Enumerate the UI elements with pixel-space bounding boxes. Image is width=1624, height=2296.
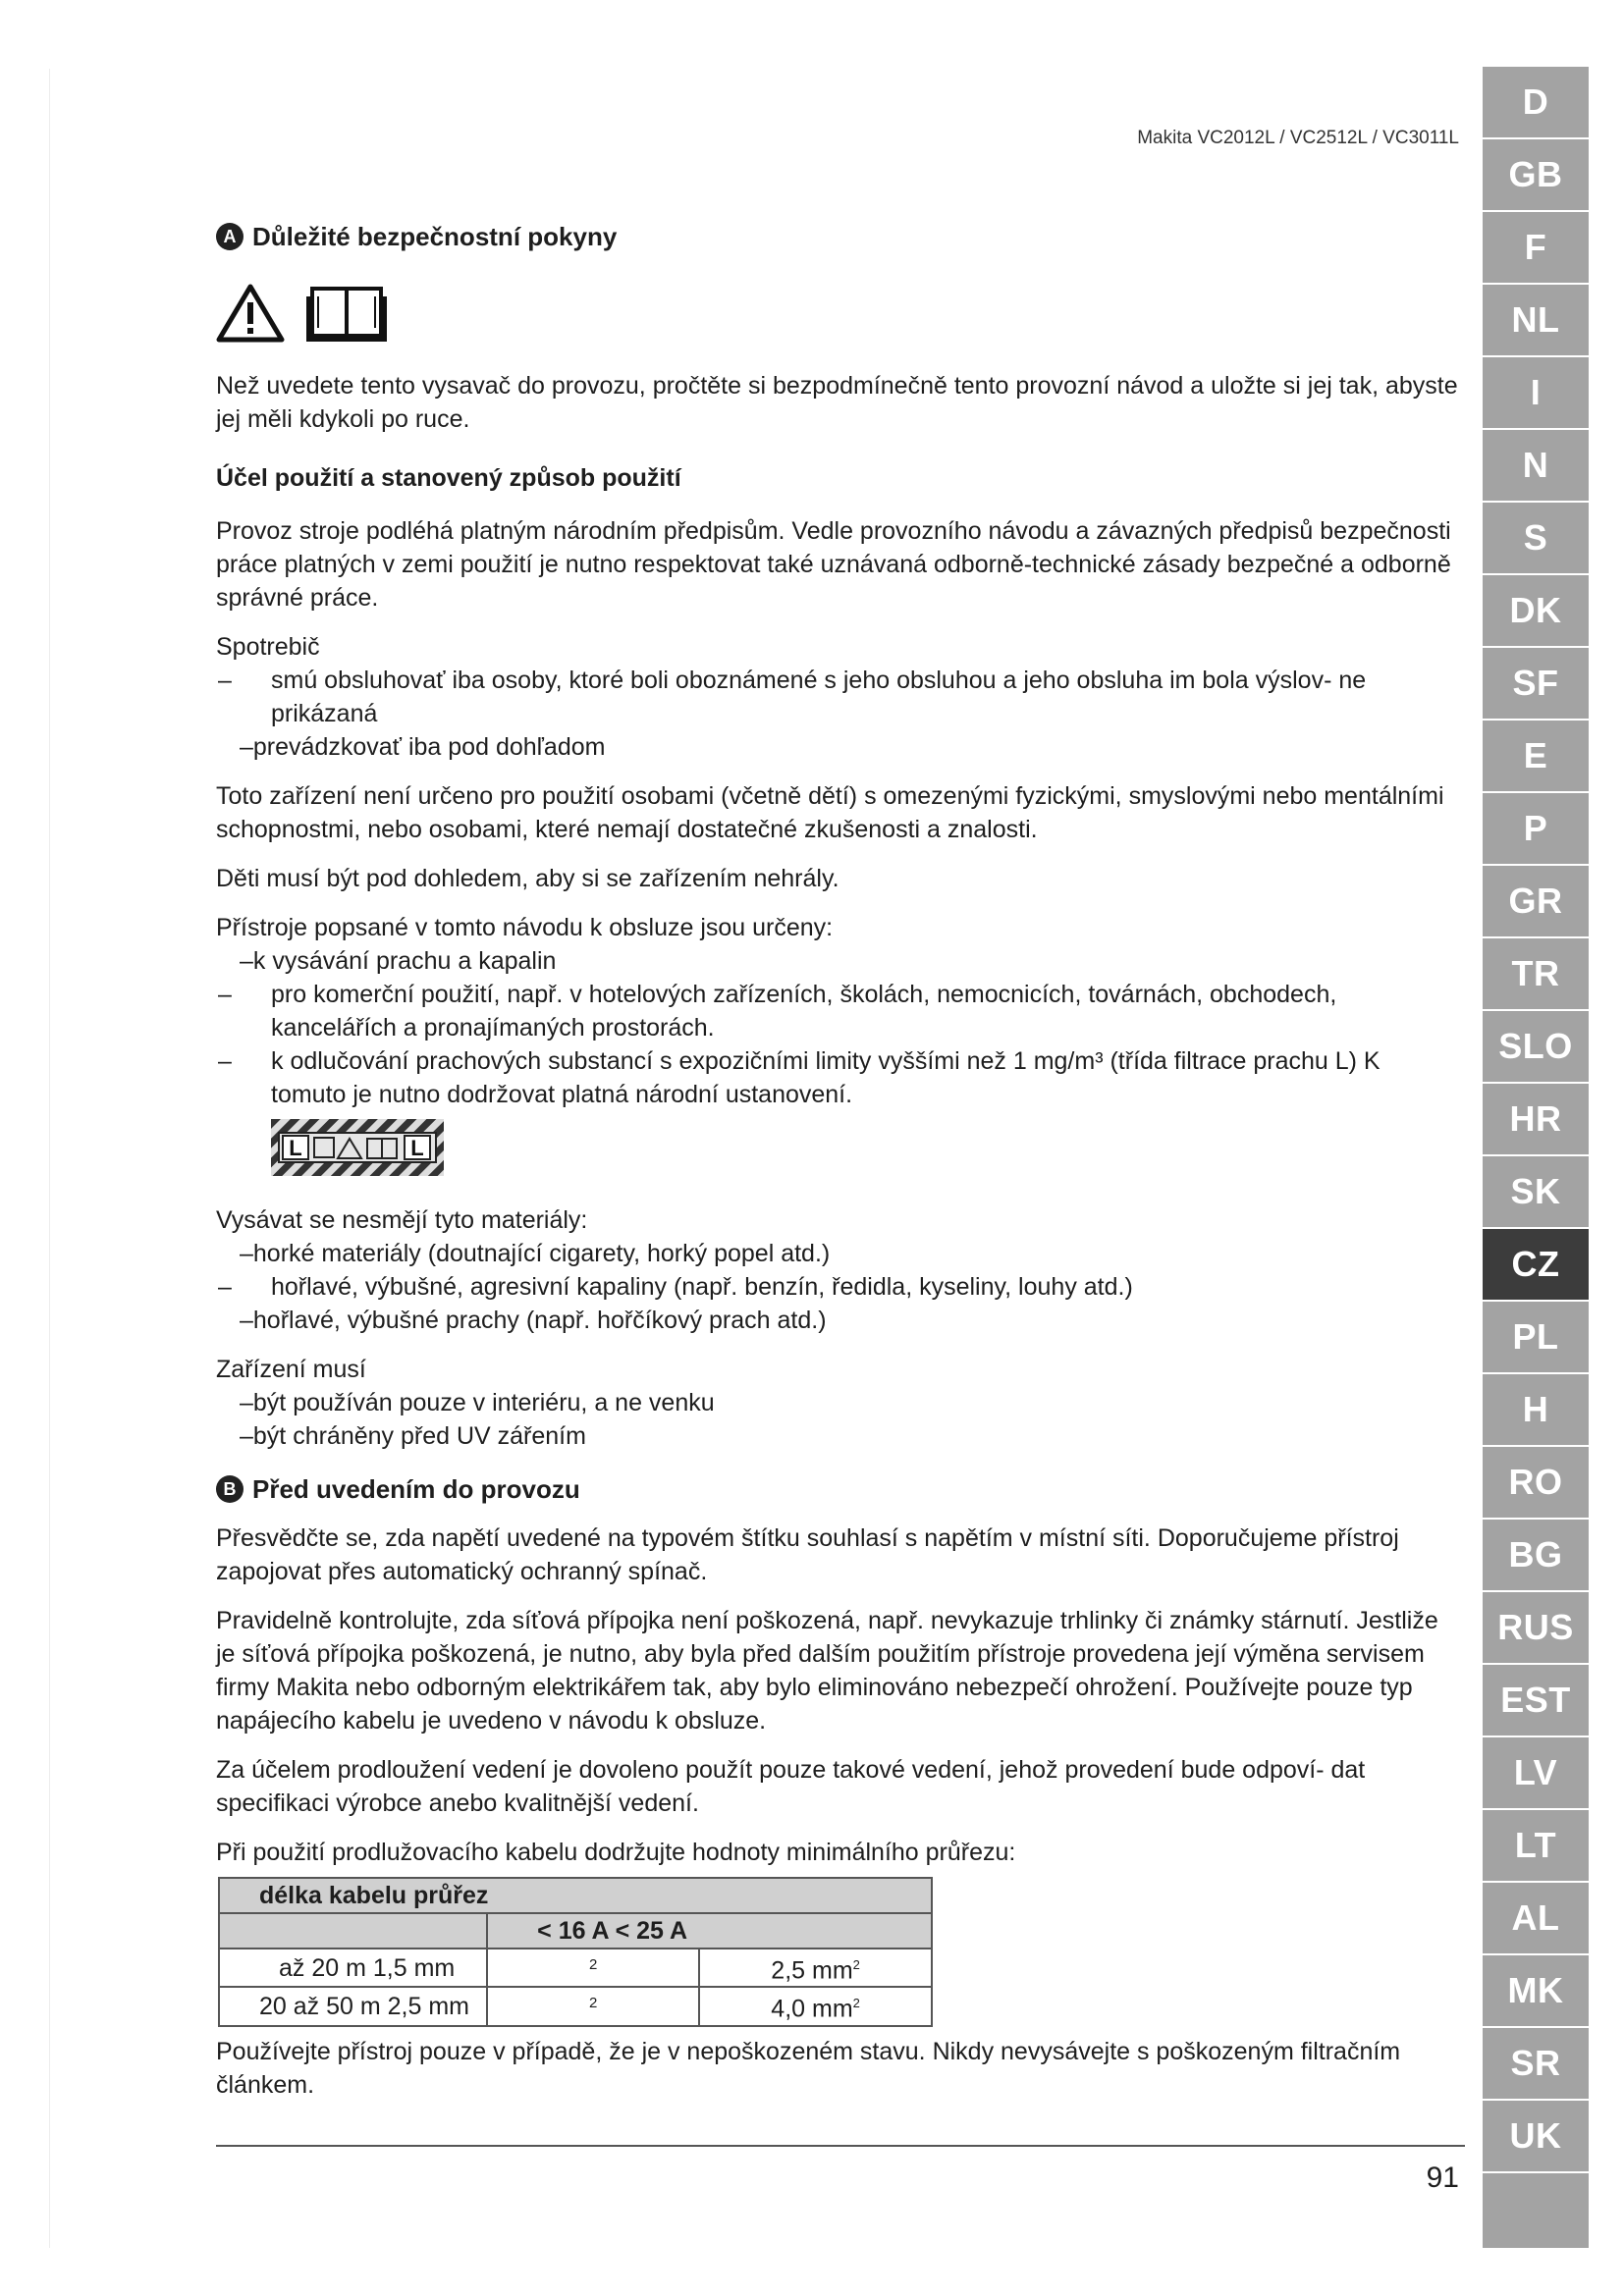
language-tab-sf[interactable]: SF [1483, 648, 1589, 721]
damage-paragraph: Používejte přístroj pouze v případě, že je v nepoškozeném stavu. Nikdy nevysávejte s poškozeným filtračním článkem. [216, 2037, 1401, 2099]
language-tab-pl[interactable]: PL [1483, 1302, 1589, 1374]
language-tab-n[interactable]: N [1483, 430, 1589, 503]
footer-rule [216, 2145, 1465, 2147]
language-tab-gb[interactable]: GB [1483, 139, 1589, 212]
page-content [216, 220, 1458, 2117]
language-tab-ro[interactable]: RO [1483, 1447, 1589, 1520]
language-tab-nl[interactable]: NL [1483, 285, 1589, 357]
appliance-list [216, 630, 1458, 764]
voltage-paragraph: Přesvědčte se, zda napětí uvedené na typovém štítku souhlasí s napětím v místní síti. Doporučujeme přístroj zapojovat přes automatický ochranný spínač. [216, 1524, 1399, 1585]
section-b-title-text: Před uvedením do provozu [252, 1474, 580, 1504]
language-tab-cz[interactable]: CZ [1483, 1229, 1589, 1302]
language-tab-hr[interactable]: HR [1483, 1084, 1589, 1156]
manual-book-icon [304, 283, 389, 344]
language-tab-lv[interactable]: LV [1483, 1737, 1589, 1810]
section-a-title-text: Důležité bezpečnostní pokyny [252, 222, 618, 251]
language-tab-sk[interactable]: SK [1483, 1156, 1589, 1229]
language-tab-est[interactable]: EST [1483, 1665, 1589, 1737]
strip-letter-right: L [410, 1136, 424, 1160]
strip-letter-left: L [289, 1136, 302, 1160]
list-item: –hořlavé, výbušné prachy (např. hořčíkový prach atd.) [240, 1307, 827, 1334]
table-row [219, 1987, 932, 2025]
forbidden-materials-list [216, 1203, 1458, 1337]
table-cell: 2 [487, 1987, 699, 2025]
language-tab-rus[interactable]: RUS [1483, 1592, 1589, 1665]
language-tab-f[interactable]: F [1483, 212, 1589, 285]
table-header-1: délka kabelu průřez [219, 1878, 932, 1913]
device-must-list [216, 1353, 1458, 1453]
table-cell: 4,0 $mm^2$ [699, 1987, 932, 2025]
table-cell: 20 až 50 m 2,5 mm [219, 1987, 487, 2025]
capability-paragraph: Toto zařízení není určeno pro použití osobami (včetně dětí) s omezenými fyzickými, smyslovými nebo mentálními schopnostmi, nebo osobami, které nemají dostatečné zkušenosti a znalosti. [216, 782, 1444, 843]
intended-use-title: Přístroje popsané v tomto návodu k obsluze jsou určeny: [216, 914, 834, 941]
language-tab-slo[interactable]: SLO [1483, 1011, 1589, 1084]
language-tab-e[interactable]: E [1483, 721, 1589, 793]
list-item: – hořlavé, výbušné, agresivní kapaliny (např. benzín, ředidla, kyseliny, louhy atd.) [218, 1273, 1133, 1301]
cable-table [218, 1877, 933, 2027]
list-item: –být chráněny před UV zářením [240, 1422, 586, 1450]
language-tab-p[interactable]: P [1483, 793, 1589, 866]
section-b-title [216, 1472, 1458, 1506]
cable-check-paragraph: Pravidelně kontrolujte, zda síťová přípojka není poškozená, např. nevykazuje trhlinky či známky stárnutí. Jestliže je síťová přípojka poškozená, je nutno, aby byla před dalším použitím přístroje provedena její výměna servisem firmy Makita nebo odborným elektrikářem tak, aby bylo eliminováno nebezpečí ohrožení. Používejte pouze typ napájecího kabelu je uvedeno v návodu k obsluze. [216, 1607, 1438, 1735]
list-item: –prevádzkovať iba pod dohľadom [240, 733, 606, 761]
language-tabs [1483, 67, 1589, 2248]
warning-triangle-icon [216, 283, 285, 344]
list-item: –být používán pouze v interiéru, a ne venku [240, 1389, 715, 1416]
purpose-subheading: Účel použití a stanovený způsob použití [216, 464, 681, 492]
dust-class-l-label-icon [271, 1119, 444, 1176]
list-item: –k vysávání prachu a kapalin [240, 947, 557, 975]
language-tab-gr[interactable]: GR [1483, 866, 1589, 938]
regulations-paragraph: Provoz stroje podléhá platným národním předpisům. Vedle provozního návodu a závazných předpisů bezpečnosti práce platných v zemi použití je nutno respektovat také uznávaná odborně-technické zásady bezpečné a odborně správné práce. [216, 517, 1451, 612]
page-number: 91 [1426, 2162, 1459, 2194]
language-tab-lt[interactable]: LT [1483, 1810, 1589, 1883]
intro-paragraph: Než uvedete tento vysavač do provozu, pročtěte si bezpodmínečně tento provozní návod a uložte si jej tak, abyste jej měli kdykoli po ruce. [216, 372, 1458, 433]
language-tab-al[interactable]: AL [1483, 1883, 1589, 1955]
warning-icons [216, 283, 1458, 344]
language-tab-mk[interactable]: MK [1483, 1955, 1589, 2028]
language-tab-uk[interactable]: UK [1483, 2101, 1589, 2173]
table-row [219, 1913, 932, 1949]
language-tab-i[interactable]: I [1483, 357, 1589, 430]
table-cell: 2 [487, 1949, 699, 1987]
intended-use-list [216, 911, 1458, 1176]
table-cell: 2,5 $mm^2$ [699, 1949, 932, 1987]
list-item: –horké materiály (doutnající cigarety, horký popel atd.) [240, 1240, 831, 1267]
table-cell: až 20 m 1,5 mm [219, 1949, 487, 1987]
list-item: – pro komerční použití, např. v hotelových zařízeních, školách, nemocnicích, továrnách, obchodech, kancelářích a pronajímaných prostorách. [218, 981, 1337, 1041]
language-tab-d[interactable]: D [1483, 67, 1589, 139]
table-row [219, 1878, 932, 1913]
section-a-badge: A [216, 223, 244, 250]
language-tab-h[interactable]: H [1483, 1374, 1589, 1447]
language-tab-s[interactable]: S [1483, 503, 1589, 575]
table-row [219, 1949, 932, 1987]
forbidden-materials-title: Vysávat se nesmějí tyto materiály: [216, 1206, 588, 1234]
page-header-model: Makita VC2012L / VC2512L / VC3011L [1137, 128, 1459, 148]
language-tab-sr[interactable]: SR [1483, 2028, 1589, 2101]
list-item: – smú obsluhovať iba osoby, ktoré boli oboznámené s jeho obsluhou a jeho obsluha im bola výslov- ne prikázaná [218, 667, 1367, 727]
appliance-list-title: Spotrebič [216, 633, 320, 661]
extension-paragraph: Za účelem prodloužení vedení je dovoleno použít pouze takové vedení, jehož provedení bude odpoví- dat specifikaci výrobce anebo kvalitnější vedení. [216, 1756, 1366, 1817]
language-tab-dk[interactable]: DK [1483, 575, 1589, 648]
list-item: – k odlučování prachových substancí s expozičními limity vyššími než 1 mg/m³ (třída filtrace prachu L) K tomuto je nutno dodržovat platná národní ustanovení. [218, 1047, 1380, 1108]
section-a-title [216, 220, 1458, 253]
device-must-title: Zařízení musí [216, 1356, 366, 1383]
margin-rule [49, 69, 50, 2248]
section-b-badge: B [216, 1475, 244, 1503]
cross-section-paragraph: Při použití prodlužovacího kabelu dodržujte hodnoty minimálního průřezu: [216, 1839, 1016, 1866]
language-tab-bg[interactable]: BG [1483, 1520, 1589, 1592]
table-header-2: < 16 A < 25 A [487, 1913, 932, 1949]
children-paragraph: Děti musí být pod dohledem, aby si se zařízením nehrály. [216, 865, 839, 892]
language-tab-tr[interactable]: TR [1483, 938, 1589, 1011]
